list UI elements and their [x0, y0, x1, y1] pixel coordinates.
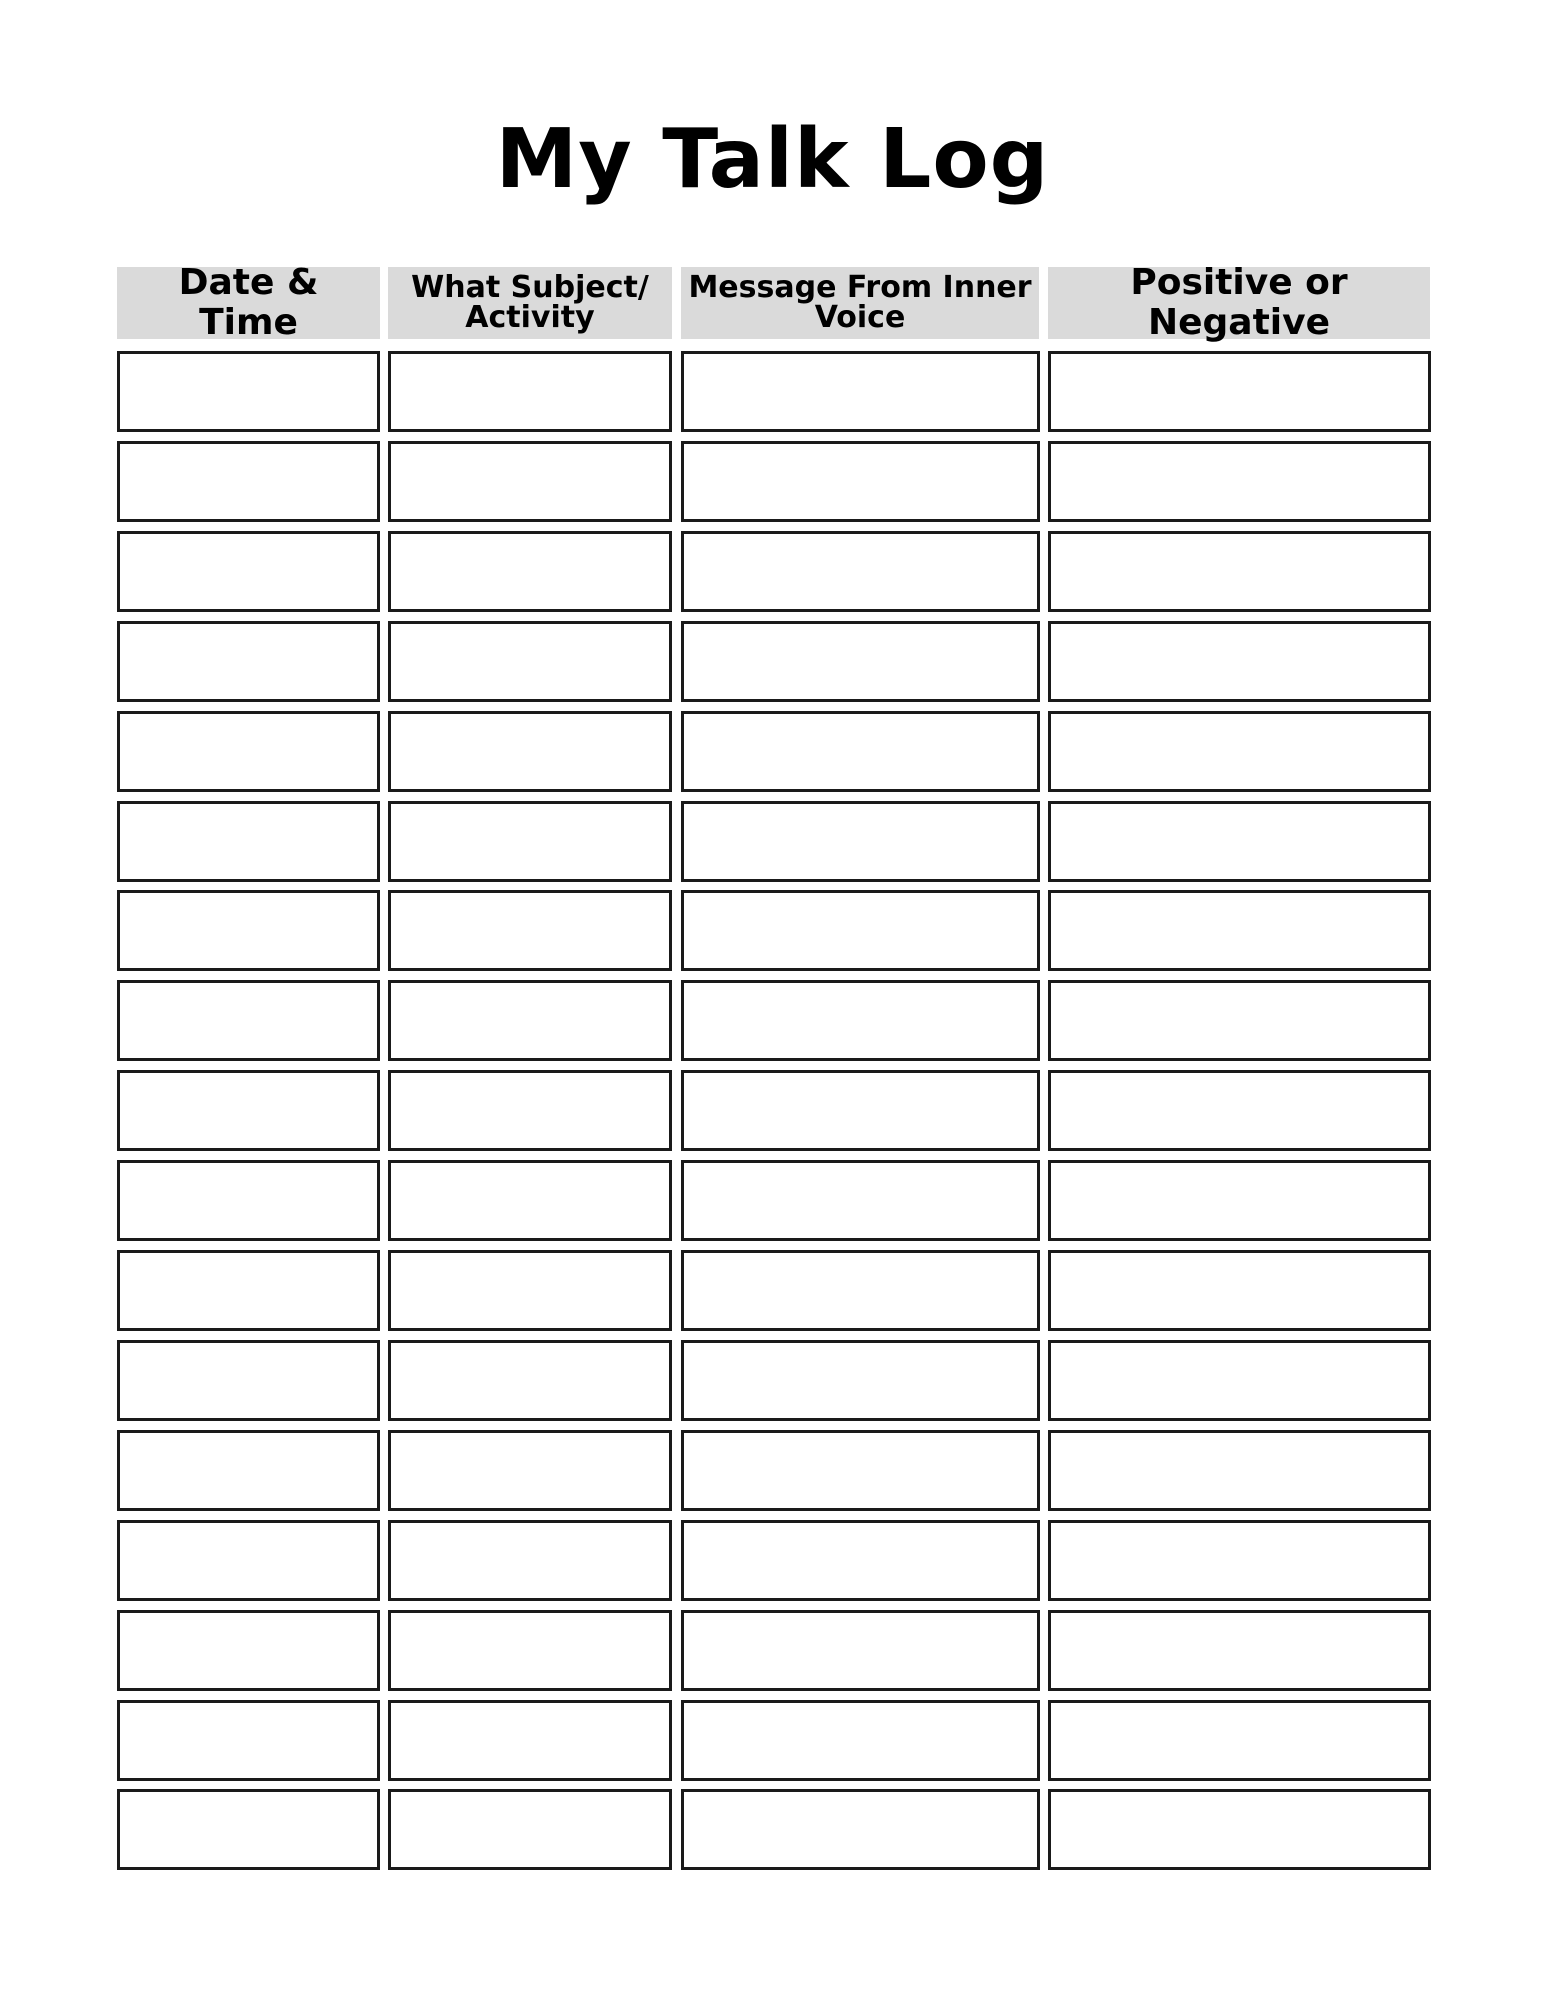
cell-date-time[interactable] — [117, 1160, 380, 1241]
column-header-positive-negative: Positive or Negative — [1048, 267, 1430, 339]
cell-subject-activity[interactable] — [388, 1160, 672, 1241]
cell-inner-voice[interactable] — [681, 531, 1040, 612]
cell-positive-negative[interactable] — [1048, 980, 1431, 1061]
cell-date-time[interactable] — [117, 1700, 380, 1781]
cell-date-time[interactable] — [117, 621, 380, 702]
cell-positive-negative[interactable] — [1048, 1789, 1431, 1870]
cell-subject-activity[interactable] — [388, 711, 672, 792]
cell-subject-activity[interactable] — [388, 531, 672, 612]
cell-date-time[interactable] — [117, 890, 380, 971]
cell-inner-voice[interactable] — [681, 980, 1040, 1061]
cell-inner-voice[interactable] — [681, 441, 1040, 522]
cell-date-time[interactable] — [117, 1340, 380, 1421]
cell-date-time[interactable] — [117, 1430, 380, 1511]
cell-positive-negative[interactable] — [1048, 351, 1431, 432]
cell-subject-activity[interactable] — [388, 1430, 672, 1511]
cell-date-time[interactable] — [117, 1520, 380, 1601]
cell-subject-activity[interactable] — [388, 441, 672, 522]
cell-inner-voice[interactable] — [681, 711, 1040, 792]
cell-inner-voice[interactable] — [681, 890, 1040, 971]
column-header-subject-activity: What Subject/ Activity — [388, 267, 672, 339]
cell-inner-voice[interactable] — [681, 351, 1040, 432]
cell-inner-voice[interactable] — [681, 1340, 1040, 1421]
cell-inner-voice[interactable] — [681, 1430, 1040, 1511]
cell-inner-voice[interactable] — [681, 801, 1040, 882]
cell-positive-negative[interactable] — [1048, 1070, 1431, 1151]
cell-subject-activity[interactable] — [388, 1789, 672, 1870]
cell-inner-voice[interactable] — [681, 1610, 1040, 1691]
cell-inner-voice[interactable] — [681, 1700, 1040, 1781]
cell-date-time[interactable] — [117, 531, 380, 612]
cell-positive-negative[interactable] — [1048, 1340, 1431, 1421]
cell-positive-negative[interactable] — [1048, 1430, 1431, 1511]
cell-inner-voice[interactable] — [681, 1520, 1040, 1601]
cell-subject-activity[interactable] — [388, 801, 672, 882]
cell-positive-negative[interactable] — [1048, 1160, 1431, 1241]
cell-date-time[interactable] — [117, 351, 380, 432]
cell-positive-negative[interactable] — [1048, 890, 1431, 971]
cell-date-time[interactable] — [117, 980, 380, 1061]
cell-positive-negative[interactable] — [1048, 1700, 1431, 1781]
cell-subject-activity[interactable] — [388, 1250, 672, 1331]
cell-inner-voice[interactable] — [681, 1789, 1040, 1870]
cell-positive-negative[interactable] — [1048, 441, 1431, 522]
cell-subject-activity[interactable] — [388, 1340, 672, 1421]
cell-date-time[interactable] — [117, 1070, 380, 1151]
cell-positive-negative[interactable] — [1048, 1610, 1431, 1691]
cell-date-time[interactable] — [117, 441, 380, 522]
cell-inner-voice[interactable] — [681, 1160, 1040, 1241]
cell-date-time[interactable] — [117, 1250, 380, 1331]
cell-inner-voice[interactable] — [681, 1250, 1040, 1331]
cell-date-time[interactable] — [117, 1789, 380, 1870]
cell-subject-activity[interactable] — [388, 980, 672, 1061]
cell-positive-negative[interactable] — [1048, 801, 1431, 882]
cell-positive-negative[interactable] — [1048, 711, 1431, 792]
cell-positive-negative[interactable] — [1048, 1250, 1431, 1331]
cell-date-time[interactable] — [117, 801, 380, 882]
column-header-date-time: Date & Time — [117, 267, 380, 339]
cell-subject-activity[interactable] — [388, 621, 672, 702]
cell-subject-activity[interactable] — [388, 1700, 672, 1781]
cell-subject-activity[interactable] — [388, 1520, 672, 1601]
cell-subject-activity[interactable] — [388, 1070, 672, 1151]
page-title: My Talk Log — [495, 112, 1050, 207]
cell-subject-activity[interactable] — [388, 890, 672, 971]
cell-inner-voice[interactable] — [681, 621, 1040, 702]
cell-inner-voice[interactable] — [681, 1070, 1040, 1151]
column-header-inner-voice: Message From Inner Voice — [681, 267, 1039, 339]
cell-positive-negative[interactable] — [1048, 1520, 1431, 1601]
cell-subject-activity[interactable] — [388, 351, 672, 432]
cell-positive-negative[interactable] — [1048, 621, 1431, 702]
cell-date-time[interactable] — [117, 1610, 380, 1691]
cell-subject-activity[interactable] — [388, 1610, 672, 1691]
cell-date-time[interactable] — [117, 711, 380, 792]
cell-positive-negative[interactable] — [1048, 531, 1431, 612]
